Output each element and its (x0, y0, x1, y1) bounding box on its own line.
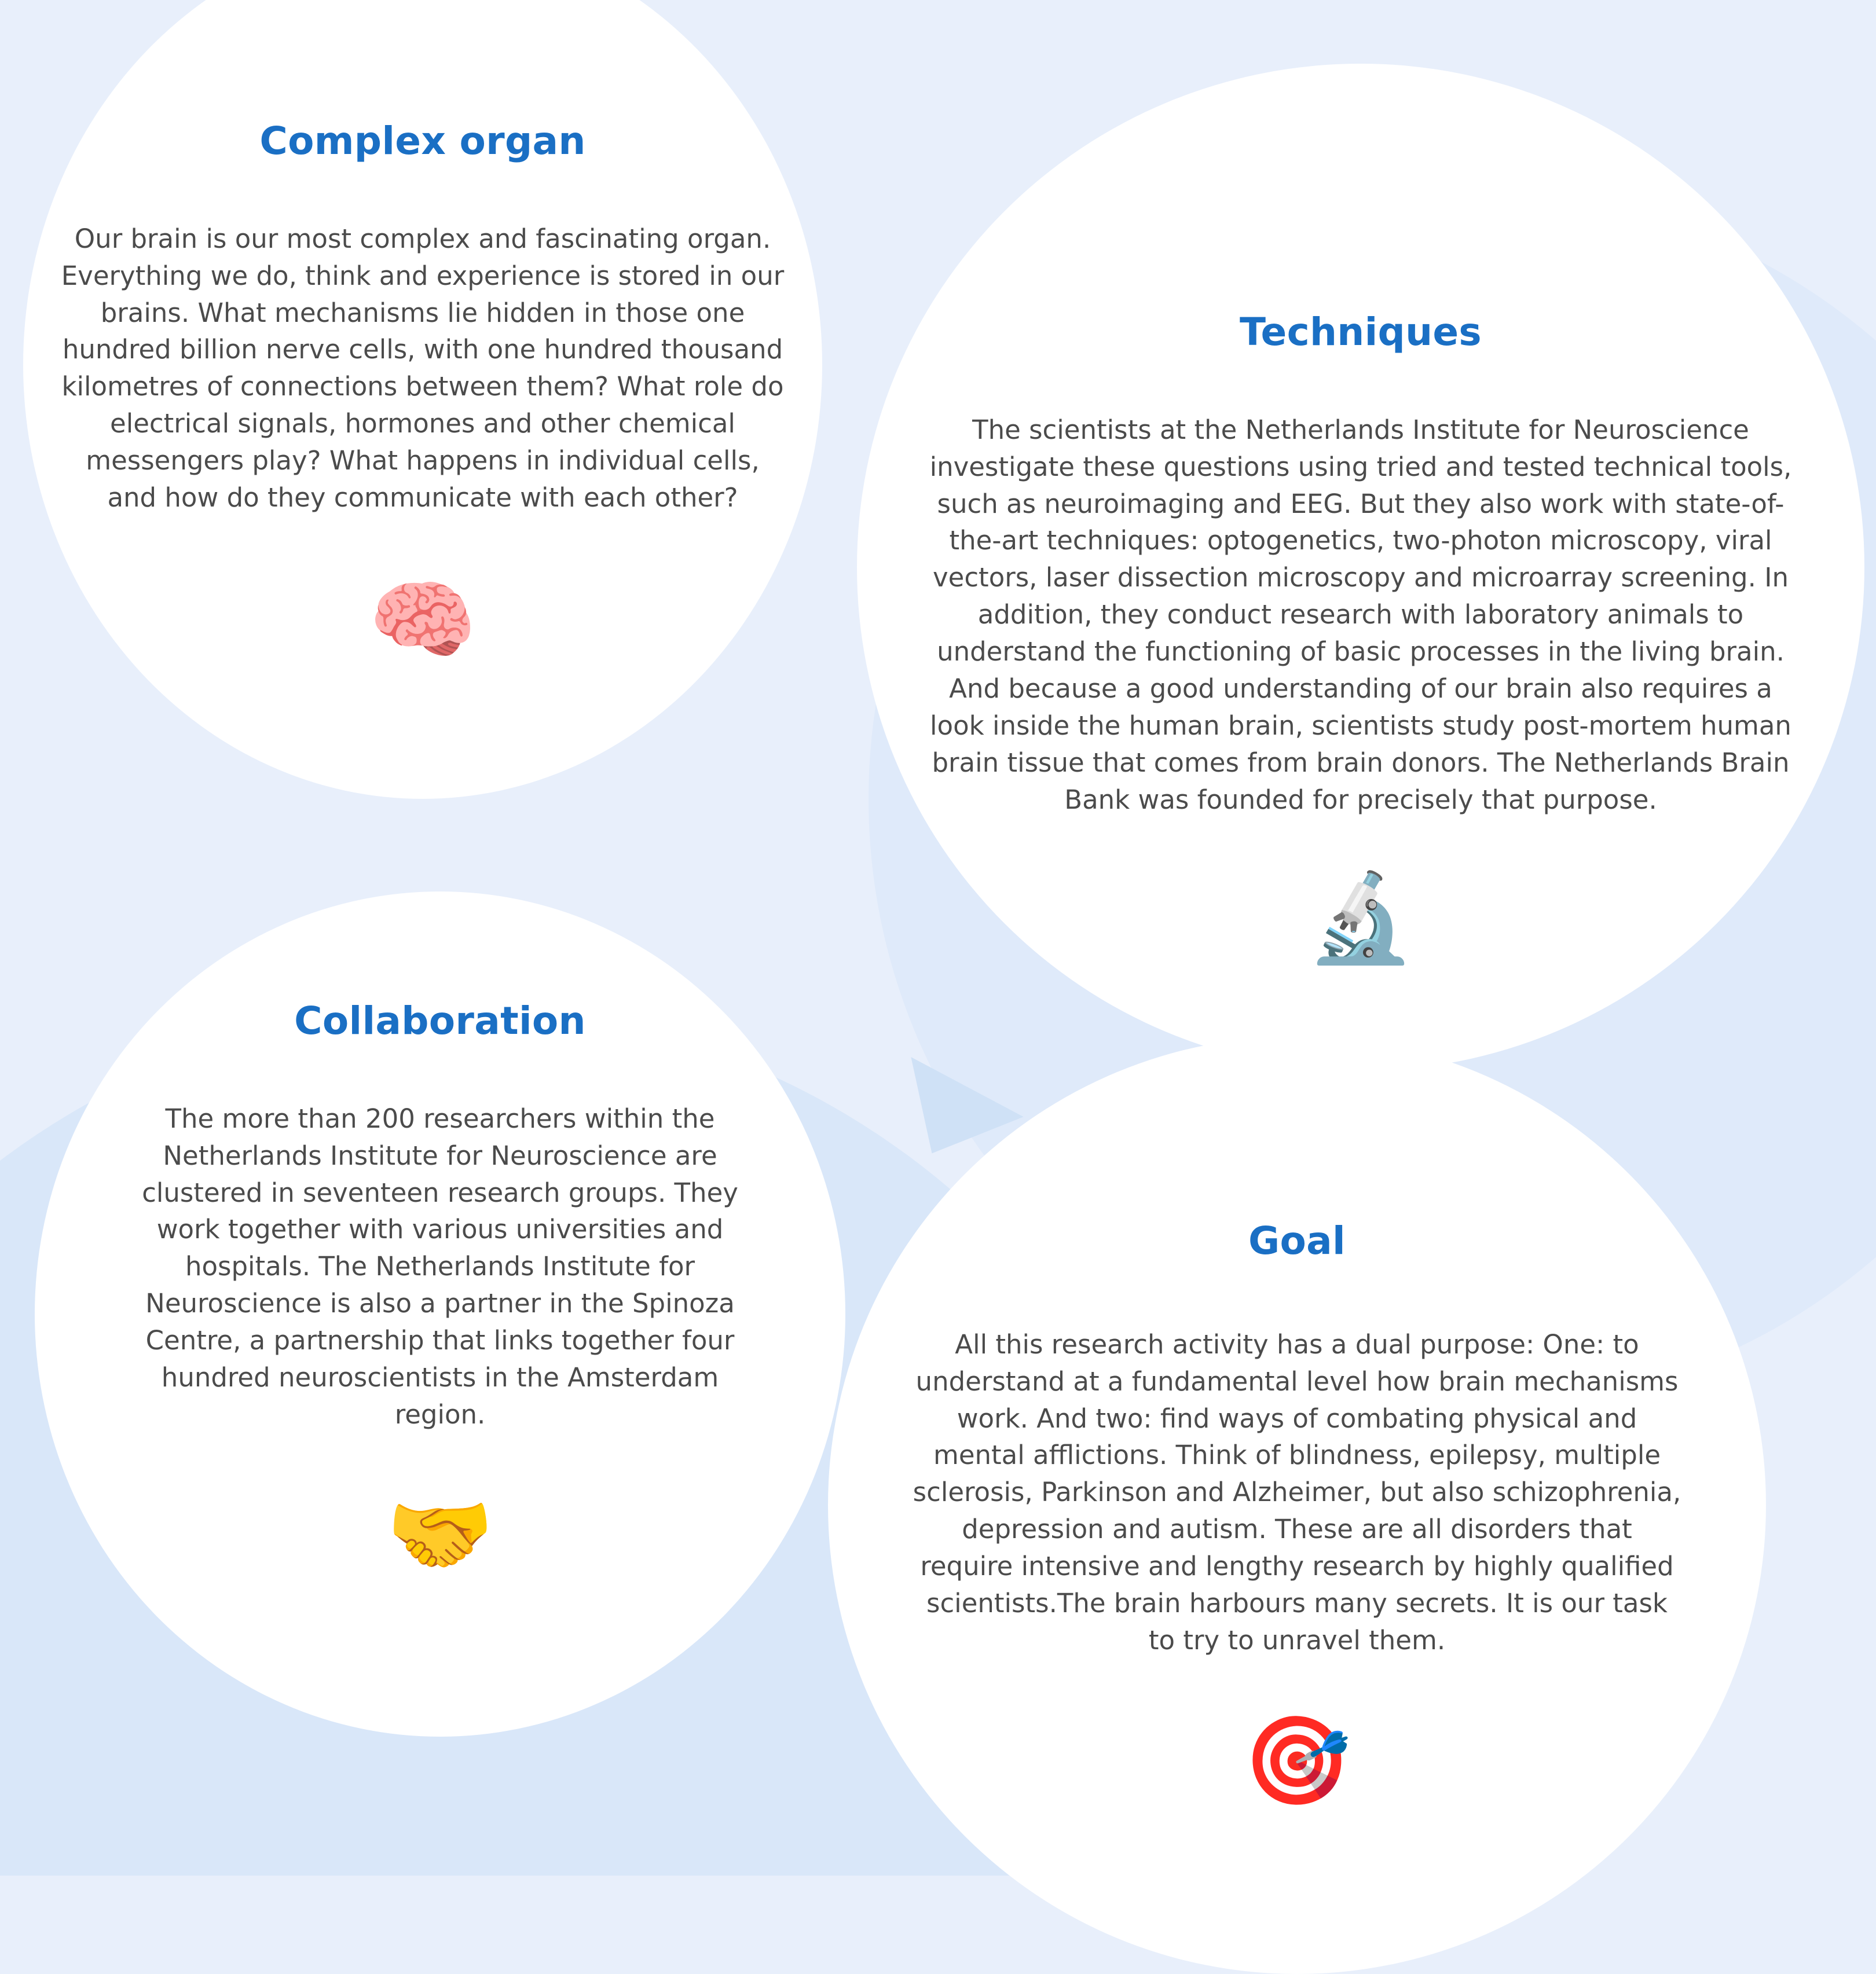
card-body-techniques: The scientists at the Netherlands Institute for Neuroscience investigate these questions using tried and tested technical tools, such as neuroimaging and EEG. But they also work with state-of-the-art techniques: optogenetics, two-photon microscopy, viral vectors, laser dissection microscopy and microarray screening. In addition, they conduct research with laboratory animals to understand the functioning of basic processes in the living brain. And because a good understanding of our brain also requires a look inside the human brain, scientists study post-mortem human brain tissue that comes from brain donors. The Netherlands Brain Bank was founded for precisely that purpose. (929, 414, 1792, 815)
card-techniques (857, 64, 1864, 1071)
handshake-icon: 🤝 (386, 1484, 494, 1586)
card-goal (828, 1036, 1766, 1974)
card-title-techniques: Techniques (1239, 309, 1482, 354)
card-title-collaboration: Collaboration (294, 998, 586, 1043)
target-icon: 🎯 (1243, 1710, 1351, 1811)
card-collaboration (35, 891, 845, 1737)
card-title-complex-organ: Complex organ (259, 118, 586, 163)
card-body-complex-organ: Our brain is our most complex and fascinating organ. Everything we do, think and experience is stored in our brains. What mechanisms lie hidden in those one hundred billion nerve cells, with one hundred thousand kilometres of connections between them? What role do electrical signals, hormones and other chemical messengers play? What happens in individual cells, and how do they communicate with each other? (61, 223, 785, 513)
brain-icon: 🧠 (368, 570, 477, 671)
card-body-collaboration: The more than 200 researchers within the Netherlands Institute for Neuroscience are clustered in seventeen research groups. They work together with various universities and hospitals. The Netherlands Institute for Neuroscience is also a partner in the Spinoza Centre, a partnership that links together four hundred neuroscientists in the Amsterdam region. (142, 1103, 738, 1430)
card-title-goal: Goal (1248, 1218, 1346, 1263)
card-body-goal: All this research activity has a dual purpose: One: to understand at a fundamental level how brain mechanisms work. And two: find ways of combating physical and mental afflictions. Think of blindness, epilepsy, multiple sclerosis, Parkinson and Alzheimer, but also schizophrenia, depression and autism. These are all disorders that require intensive and lengthy research by highly qualified scientists.The brain harbours many secrets. It is our task to try to unravel them. (913, 1329, 1681, 1656)
microscope-icon: 🔬 (1306, 867, 1415, 968)
